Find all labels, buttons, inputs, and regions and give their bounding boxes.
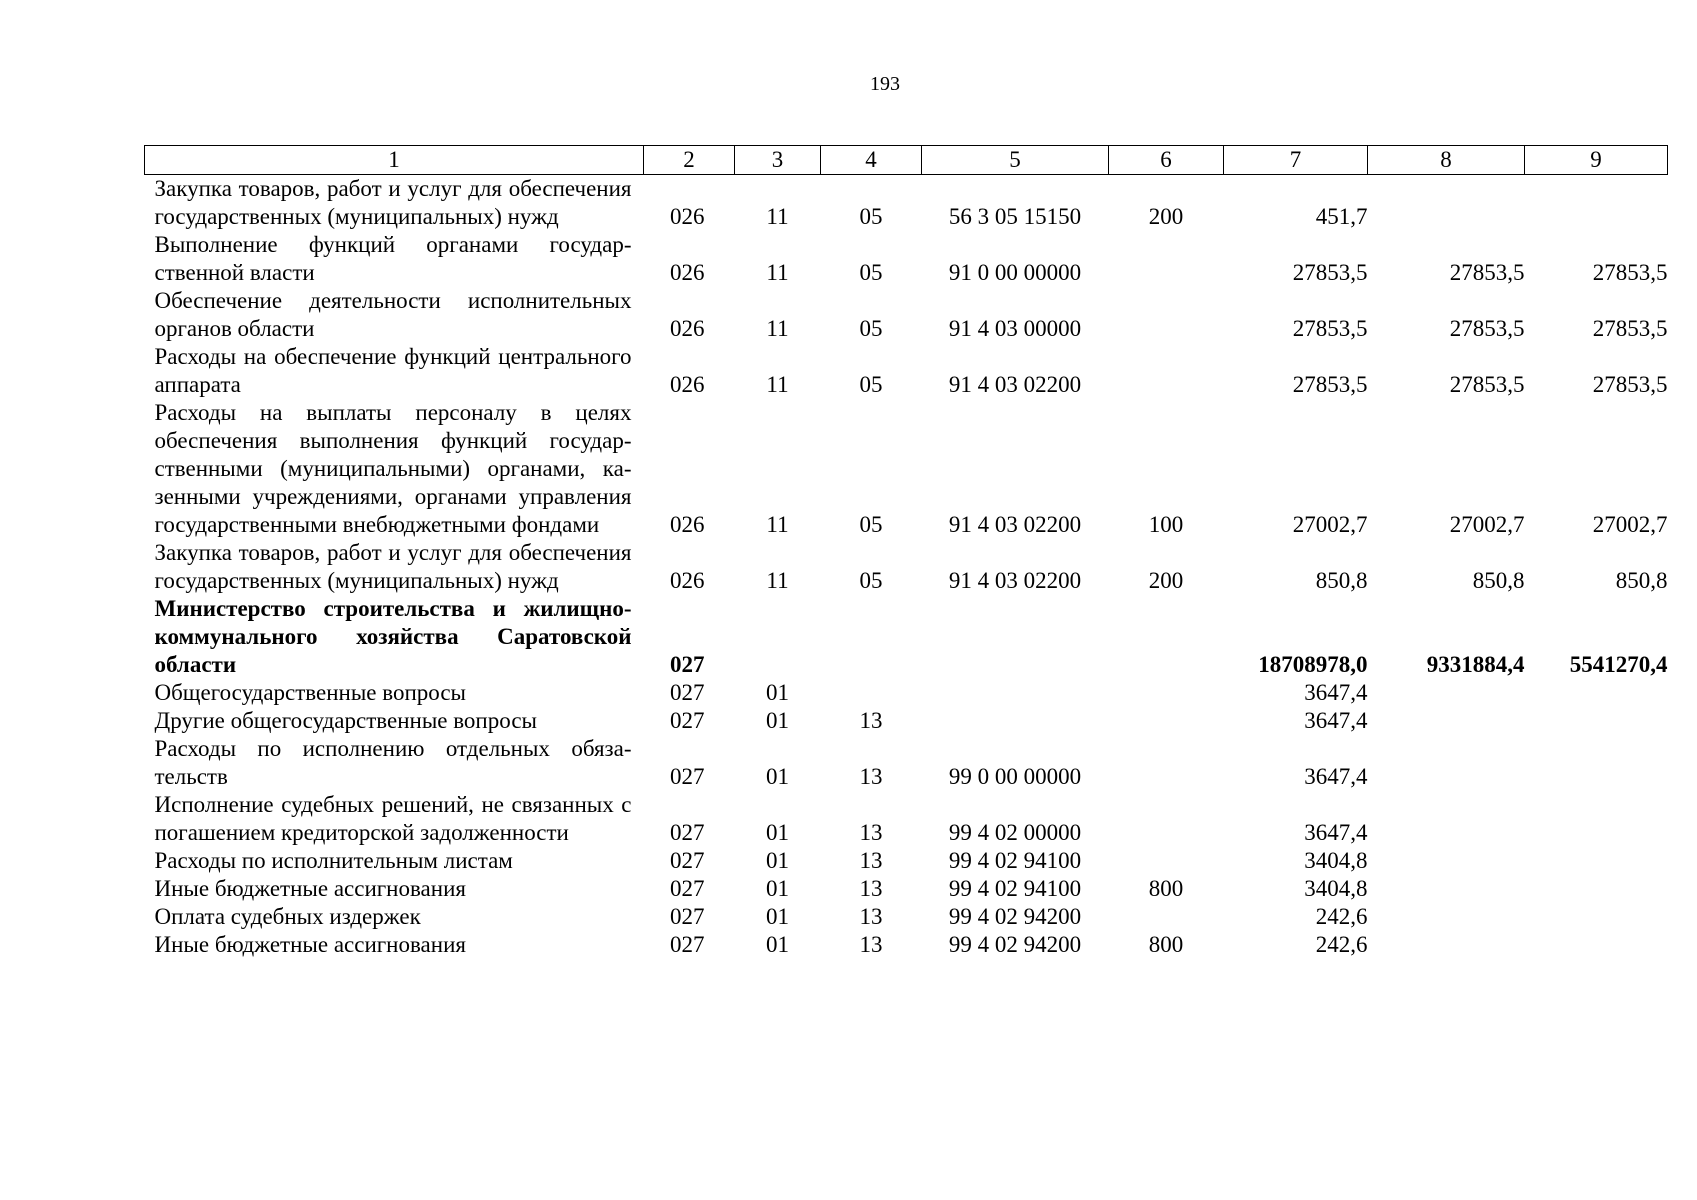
expense-type-cell: 100 (1148, 512, 1184, 537)
expense-type-cell: 800 (1148, 932, 1184, 957)
table-header (145, 146, 1668, 175)
section-code-cell: 01 (766, 764, 789, 789)
section-code-cell: 11 (766, 372, 789, 397)
target-article-cell (922, 679, 1109, 707)
amount-year2-cell (1368, 735, 1525, 791)
grbs-code-cell: 027 (670, 904, 705, 929)
expense-name-cell: Расходы по исполнению отдельных обязательств (154, 736, 632, 789)
table-row (145, 791, 1668, 847)
table-row (145, 679, 1668, 707)
amount-year1-cell: 242,6 (1315, 904, 1368, 929)
budget-table (144, 145, 1668, 959)
amount-year3-cell: 27002,7 (1592, 512, 1668, 537)
section-code-cell: 01 (766, 820, 789, 845)
column-number: 3 (735, 146, 821, 175)
amount-year2-cell: 27853,5 (1449, 316, 1525, 341)
amount-year3-cell (1525, 735, 1668, 791)
amount-year2-cell (1368, 875, 1525, 903)
amount-year2-cell: 27853,5 (1449, 372, 1525, 397)
amount-year1-cell: 3647,4 (1304, 820, 1368, 845)
expense-name-cell: Расходы по исполнительным листам (154, 848, 513, 873)
expense-name-cell: Закупка товаров, работ и услуг для обеспечения государственных (муниципальных) нужд (154, 176, 632, 229)
target-article-cell: 56 3 05 15150 (948, 204, 1082, 229)
expense-type-cell: 200 (1148, 568, 1184, 593)
grbs-code-cell: 026 (670, 372, 705, 397)
amount-year2-cell (1368, 679, 1525, 707)
column-number: 5 (922, 146, 1109, 175)
expense-name-cell: Выполнение функций органами государственной власти (154, 232, 632, 285)
expense-name-cell: Закупка товаров, работ и услуг для обеспечения государственных (муниципальных) нужд (154, 540, 632, 593)
grbs-code-cell: 026 (670, 568, 705, 593)
grbs-code-cell: 027 (670, 764, 705, 789)
amount-year3-cell: 27853,5 (1592, 372, 1668, 397)
table-row (145, 231, 1668, 287)
subsection-code-cell (821, 595, 922, 679)
amount-year1-cell: 27853,5 (1292, 372, 1368, 397)
section-code-cell: 01 (766, 876, 789, 901)
target-article-cell: 99 4 02 94100 (948, 848, 1082, 873)
amount-year3-cell (1525, 847, 1668, 875)
table-row (145, 343, 1668, 399)
target-article-cell: 91 0 00 00000 (948, 260, 1082, 285)
grbs-code-cell: 026 (670, 512, 705, 537)
target-article-cell: 99 4 02 00000 (948, 820, 1082, 845)
table-row (145, 707, 1668, 735)
expense-name-cell: Иные бюджетные ассигнования (154, 876, 466, 901)
target-article-cell: 91 4 03 02200 (948, 372, 1082, 397)
grbs-code-cell: 027 (670, 708, 705, 733)
amount-year1-cell: 3404,8 (1304, 848, 1368, 873)
amount-year3-cell: 27853,5 (1592, 316, 1668, 341)
expense-type-cell (1109, 343, 1224, 399)
expense-type-cell (1109, 903, 1224, 931)
section-code-cell (735, 595, 821, 679)
expense-type-cell (1109, 231, 1224, 287)
grbs-code-cell: 027 (670, 820, 705, 845)
expense-name-cell: Расходы на обеспечение функций центрального аппарата (154, 344, 632, 397)
amount-year1-cell: 3647,4 (1304, 764, 1368, 789)
expense-name-cell: Иные бюджетные ассигнования (154, 932, 466, 957)
amount-year2-cell: 850,8 (1472, 568, 1525, 593)
grbs-code-cell: 026 (670, 316, 705, 341)
expense-type-cell (1109, 847, 1224, 875)
subsection-code-cell: 13 (859, 708, 883, 733)
subsection-code-cell: 05 (859, 204, 883, 229)
amount-year1-cell: 242,6 (1315, 932, 1368, 957)
section-code-cell: 11 (766, 568, 789, 593)
target-article-cell: 99 4 02 94100 (948, 876, 1082, 901)
amount-year3-cell: 850,8 (1615, 568, 1668, 593)
subsection-code-cell: 05 (859, 512, 883, 537)
amount-year3-cell (1525, 903, 1668, 931)
column-number: 1 (145, 146, 644, 175)
table-row (145, 903, 1668, 931)
amount-year1-cell: 850,8 (1315, 568, 1368, 593)
amount-year2-cell (1368, 931, 1525, 959)
subsection-code-cell: 13 (859, 932, 883, 957)
column-number: 9 (1525, 146, 1668, 175)
amount-year3-cell (1525, 875, 1668, 903)
section-code-cell: 11 (766, 204, 789, 229)
expense-name-cell: Обеспечение деятельности исполнительных органов области (154, 288, 632, 341)
amount-year2-cell (1368, 707, 1525, 735)
expense-name-cell: Оплата судебных издержек (154, 904, 421, 929)
amount-year3-cell: 5541270,4 (1569, 652, 1668, 677)
amount-year3-cell: 27853,5 (1592, 260, 1668, 285)
table-row (145, 931, 1668, 959)
amount-year3-cell (1525, 175, 1668, 232)
amount-year2-cell: 27853,5 (1449, 260, 1525, 285)
section-code-cell: 11 (766, 512, 789, 537)
section-code-cell: 01 (766, 904, 789, 929)
amount-year1-cell: 18708978,0 (1258, 652, 1368, 677)
table-row (145, 595, 1668, 679)
column-number: 4 (821, 146, 922, 175)
expense-type-cell: 200 (1148, 204, 1184, 229)
table-row (145, 399, 1668, 539)
grbs-code-cell: 026 (670, 260, 705, 285)
grbs-code-cell: 027 (670, 652, 705, 677)
amount-year2-cell (1368, 175, 1525, 232)
column-number: 2 (644, 146, 735, 175)
expense-type-cell (1109, 791, 1224, 847)
expense-name-cell: Расходы на выплаты персоналу в целях обеспечения выполнения функций государственными (муниципальными) органами, казенными учреждениями, органами управления государственными внебюджетными фондами (154, 400, 632, 537)
amount-year2-cell (1368, 791, 1525, 847)
expense-type-cell (1109, 679, 1224, 707)
amount-year2-cell (1368, 847, 1525, 875)
expense-type-cell (1109, 735, 1224, 791)
amount-year2-cell: 27002,7 (1449, 512, 1525, 537)
subsection-code-cell (821, 679, 922, 707)
subsection-code-cell: 13 (859, 848, 883, 873)
subsection-code-cell: 13 (859, 876, 883, 901)
expense-type-cell (1109, 707, 1224, 735)
table-row (145, 539, 1668, 595)
expense-name-cell: Общегосударственные вопросы (154, 680, 466, 705)
table-body (145, 175, 1668, 960)
section-code-cell: 01 (766, 932, 789, 957)
amount-year1-cell: 3647,4 (1304, 680, 1368, 705)
expense-name-cell: Исполнение судебных решений, не связанных с погашением кредиторской задолженности (154, 792, 632, 845)
subsection-code-cell: 05 (859, 568, 883, 593)
table-row (145, 735, 1668, 791)
column-number: 6 (1109, 146, 1224, 175)
table-row (145, 875, 1668, 903)
target-article-cell (922, 707, 1109, 735)
amount-year2-cell (1368, 903, 1525, 931)
subsection-code-cell: 05 (859, 260, 883, 285)
target-article-cell: 91 4 03 02200 (948, 512, 1082, 537)
table-row (145, 175, 1668, 232)
grbs-code-cell: 027 (670, 848, 705, 873)
section-code-cell: 01 (766, 708, 789, 733)
amount-year3-cell (1525, 791, 1668, 847)
amount-year1-cell: 3647,4 (1304, 708, 1368, 733)
section-code-cell: 11 (766, 260, 789, 285)
section-code-cell: 01 (766, 680, 789, 705)
target-article-cell (922, 595, 1109, 679)
expense-type-cell: 800 (1148, 876, 1184, 901)
expense-type-cell (1109, 287, 1224, 343)
subsection-code-cell: 13 (859, 764, 883, 789)
section-code-cell: 11 (766, 316, 789, 341)
section-code-cell: 01 (766, 848, 789, 873)
table-row (145, 287, 1668, 343)
expense-name-cell: Другие общегосударственные вопросы (154, 708, 537, 733)
target-article-cell: 91 4 03 00000 (948, 316, 1082, 341)
subsection-code-cell: 13 (859, 820, 883, 845)
subsection-code-cell: 13 (859, 904, 883, 929)
amount-year1-cell: 3404,8 (1304, 876, 1368, 901)
amount-year1-cell: 27853,5 (1292, 260, 1368, 285)
column-number: 8 (1368, 146, 1525, 175)
column-number: 7 (1224, 146, 1368, 175)
amount-year2-cell: 9331884,4 (1426, 652, 1525, 677)
target-article-cell: 99 0 00 00000 (948, 764, 1082, 789)
grbs-code-cell: 027 (670, 876, 705, 901)
amount-year3-cell (1525, 931, 1668, 959)
subsection-code-cell: 05 (859, 372, 883, 397)
target-article-cell: 99 4 02 94200 (948, 932, 1082, 957)
expense-type-cell (1109, 595, 1224, 679)
amount-year1-cell: 27853,5 (1292, 316, 1368, 341)
amount-year3-cell (1525, 707, 1668, 735)
grbs-code-cell: 026 (670, 204, 705, 229)
grbs-code-cell: 027 (670, 680, 705, 705)
subsection-code-cell: 05 (859, 316, 883, 341)
expense-name-cell: Министерство строительства и жилищно-коммунального хозяйства Саратовской области (154, 596, 632, 677)
column-number-row (145, 146, 1668, 175)
target-article-cell: 99 4 02 94200 (948, 904, 1082, 929)
amount-year1-cell: 27002,7 (1292, 512, 1368, 537)
amount-year3-cell (1525, 679, 1668, 707)
amount-year1-cell: 451,7 (1315, 204, 1368, 229)
page-number: 193 (870, 73, 900, 95)
grbs-code-cell: 027 (670, 932, 705, 957)
table-row (145, 847, 1668, 875)
target-article-cell: 91 4 03 02200 (948, 568, 1082, 593)
